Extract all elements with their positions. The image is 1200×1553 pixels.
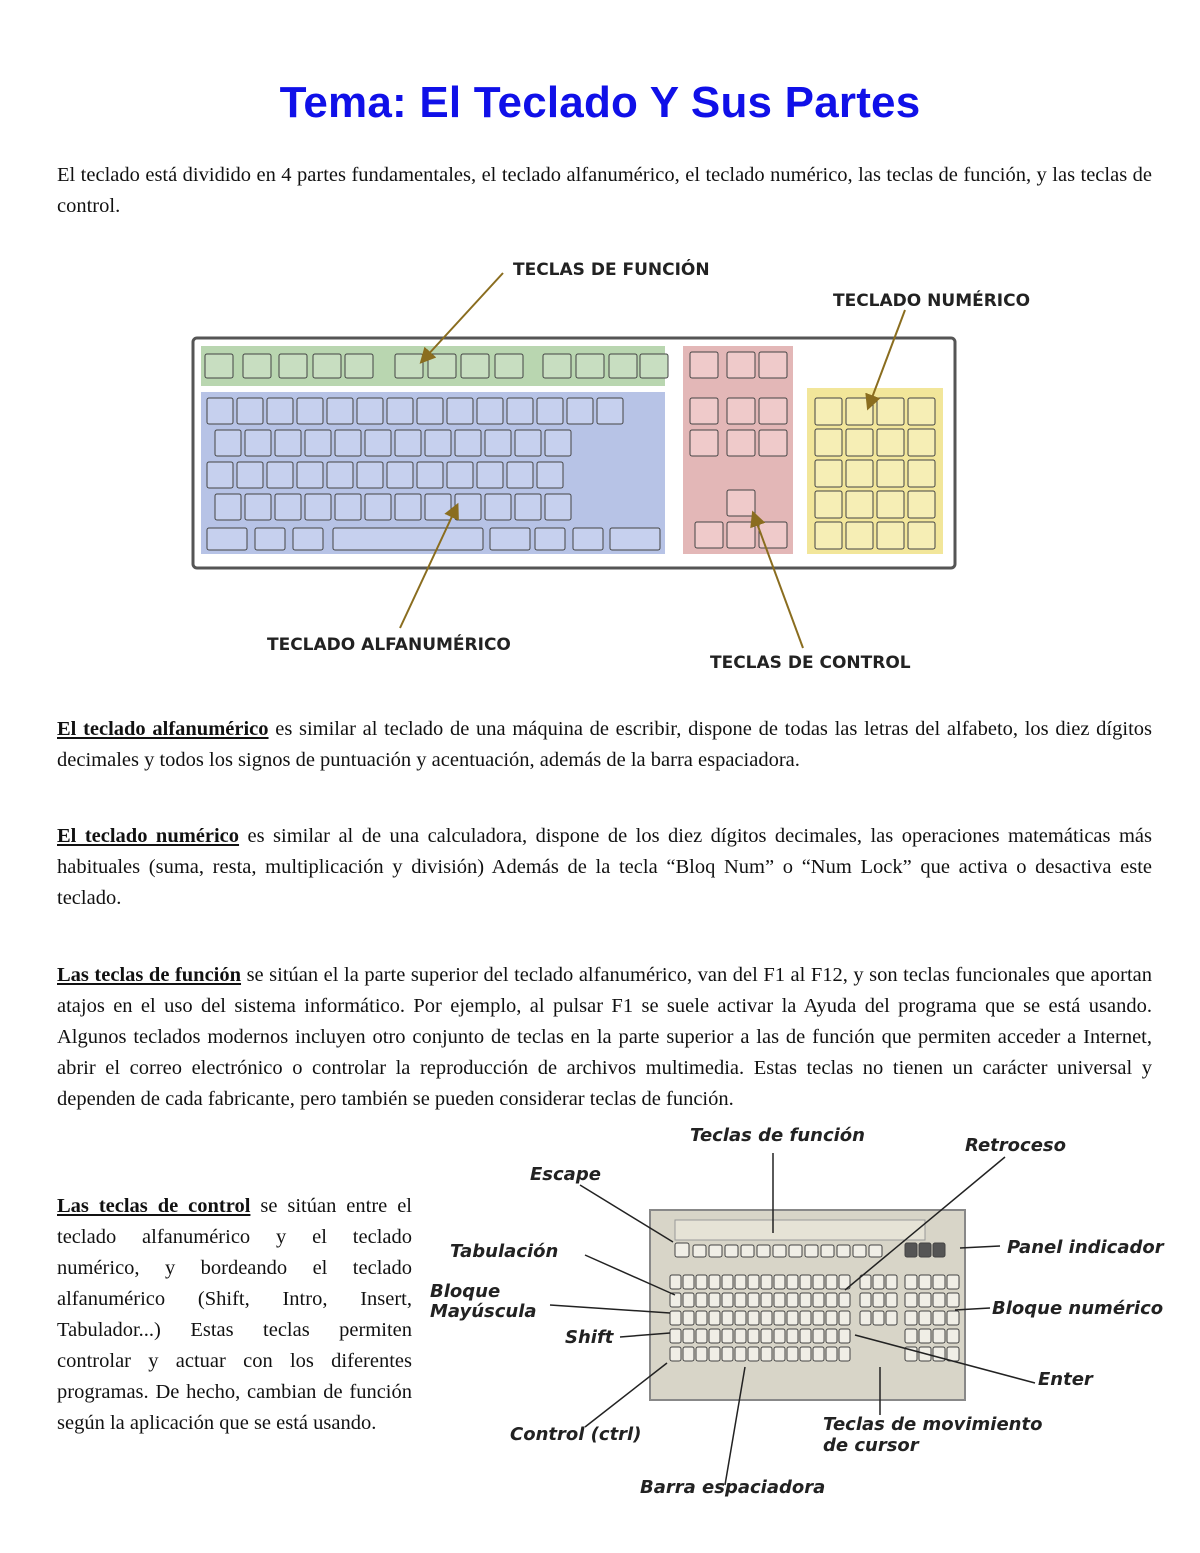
key xyxy=(748,1311,759,1325)
key xyxy=(395,430,421,456)
paragraph-numerico xyxy=(57,821,1152,914)
label-bloque: Bloque xyxy=(430,1281,501,1302)
key xyxy=(495,354,523,378)
key xyxy=(787,1311,798,1325)
label-teclas-control: TECLAS DE CONTROL xyxy=(710,653,911,673)
key xyxy=(727,398,755,424)
key xyxy=(255,528,285,550)
key xyxy=(640,354,668,378)
keyboard-labelled-diagram xyxy=(425,1115,1185,1505)
key xyxy=(670,1311,681,1325)
key xyxy=(670,1329,681,1343)
key xyxy=(933,1329,945,1343)
key xyxy=(761,1347,772,1361)
key xyxy=(725,1245,738,1257)
key xyxy=(455,430,481,456)
label-mayuscula: Mayúscula xyxy=(430,1301,537,1322)
label-panel-indicador: Panel indicador xyxy=(1007,1237,1164,1258)
key xyxy=(933,1311,945,1325)
key xyxy=(477,398,503,424)
key xyxy=(690,430,718,456)
key xyxy=(610,528,660,550)
label-movimiento-2: de cursor xyxy=(823,1435,919,1456)
key xyxy=(683,1293,694,1307)
key xyxy=(735,1329,746,1343)
key xyxy=(327,398,353,424)
key xyxy=(735,1311,746,1325)
key xyxy=(696,1293,707,1307)
key xyxy=(545,494,571,520)
key xyxy=(919,1311,931,1325)
key xyxy=(815,491,842,518)
key xyxy=(696,1311,707,1325)
key xyxy=(279,354,307,378)
key xyxy=(461,354,489,378)
label-shift: Shift xyxy=(565,1327,614,1348)
key xyxy=(759,398,787,424)
key xyxy=(305,430,331,456)
key xyxy=(919,1275,931,1289)
key xyxy=(905,1329,917,1343)
key xyxy=(919,1329,931,1343)
key xyxy=(947,1311,959,1325)
key xyxy=(709,1311,720,1325)
key xyxy=(908,398,935,425)
key xyxy=(877,460,904,487)
key xyxy=(215,494,241,520)
key xyxy=(365,430,391,456)
key xyxy=(886,1311,897,1325)
key xyxy=(860,1311,871,1325)
paragraph-control xyxy=(57,1191,412,1439)
key xyxy=(837,1245,850,1257)
label-barra-espaciadora: Barra espaciadora xyxy=(640,1477,826,1498)
key xyxy=(237,462,263,488)
key xyxy=(826,1329,837,1343)
key xyxy=(670,1293,681,1307)
key xyxy=(908,460,935,487)
key xyxy=(205,354,233,378)
key xyxy=(670,1275,681,1289)
key xyxy=(515,430,541,456)
body-funcion: se sitúan el la parte superior del teclado alfanumérico, van del F1 al F12, y son teclas funcionales que aportan atajos en el uso del sistema informático. Por ejemplo, al pulsar F1 se suele activar la Ayuda del programa que se está usando. Algunos teclados modernos incluyen otro conjunto de teclas en la parte superior a las de función que permiten acceder a Internet, abrir el correo electrónico o controlar la reproducción de archivos multimedia. Estas teclas no tienen un carácter universal y dependen de cada fabricante, pero también se pueden considerar teclas de función. xyxy=(57,964,1152,1110)
key xyxy=(815,460,842,487)
key xyxy=(908,429,935,456)
key xyxy=(537,462,563,488)
key xyxy=(597,398,623,424)
key xyxy=(813,1347,824,1361)
key xyxy=(905,1311,917,1325)
key xyxy=(207,398,233,424)
key xyxy=(485,494,511,520)
key xyxy=(395,354,423,378)
key xyxy=(327,462,353,488)
key xyxy=(815,429,842,456)
key xyxy=(722,1275,733,1289)
key xyxy=(722,1347,733,1361)
key xyxy=(507,398,533,424)
label-teclado-numerico: TECLADO NUMÉRICO xyxy=(833,291,1031,311)
key xyxy=(933,1293,945,1307)
label-teclas-funcion-2: Teclas de función xyxy=(690,1125,865,1146)
key xyxy=(425,494,451,520)
key xyxy=(609,354,637,378)
key xyxy=(774,1275,785,1289)
key xyxy=(877,491,904,518)
keyboard-parts-diagram xyxy=(185,248,1045,678)
intro-paragraph: El teclado está dividido en 4 partes fundamentales, el teclado alfanumérico, el teclado numérico, las teclas de función, y las teclas de control. xyxy=(57,164,1152,217)
key xyxy=(761,1275,772,1289)
key xyxy=(774,1293,785,1307)
key xyxy=(748,1275,759,1289)
key xyxy=(821,1245,834,1257)
key xyxy=(815,522,842,549)
key xyxy=(709,1329,720,1343)
key xyxy=(245,430,271,456)
key xyxy=(683,1311,694,1325)
key xyxy=(813,1293,824,1307)
key xyxy=(735,1347,746,1361)
key xyxy=(357,398,383,424)
key xyxy=(805,1245,818,1257)
key xyxy=(869,1245,882,1257)
key xyxy=(683,1347,694,1361)
label-retroceso: Retroceso xyxy=(965,1135,1066,1156)
key xyxy=(919,1293,931,1307)
key xyxy=(774,1329,785,1343)
key xyxy=(425,430,451,456)
label-escape: Escape xyxy=(530,1164,601,1185)
key xyxy=(947,1293,959,1307)
key xyxy=(773,1245,786,1257)
paragraph-alfanumerico xyxy=(57,714,1152,776)
key xyxy=(800,1293,811,1307)
key xyxy=(455,494,481,520)
key xyxy=(696,1329,707,1343)
key xyxy=(826,1293,837,1307)
key xyxy=(886,1275,897,1289)
key xyxy=(800,1329,811,1343)
key xyxy=(207,528,247,550)
heading-alfanumerico: El teclado alfanumérico xyxy=(57,718,269,740)
key xyxy=(709,1245,722,1257)
key xyxy=(905,1275,917,1289)
key xyxy=(873,1311,884,1325)
key xyxy=(886,1293,897,1307)
key xyxy=(545,430,571,456)
key xyxy=(683,1329,694,1343)
key xyxy=(722,1311,733,1325)
key xyxy=(333,528,483,550)
key xyxy=(417,462,443,488)
label-enter: Enter xyxy=(1038,1369,1093,1390)
key xyxy=(709,1347,720,1361)
label-tabulacion: Tabulación xyxy=(450,1241,559,1262)
key xyxy=(761,1329,772,1343)
key xyxy=(297,462,323,488)
key xyxy=(207,462,233,488)
key xyxy=(933,1275,945,1289)
key xyxy=(335,430,361,456)
paragraph-funcion xyxy=(57,960,1152,1115)
key xyxy=(789,1245,802,1257)
key xyxy=(787,1347,798,1361)
key xyxy=(267,462,293,488)
key xyxy=(365,494,391,520)
key xyxy=(860,1293,871,1307)
label-control-ctrl: Control (ctrl) xyxy=(510,1424,642,1445)
key xyxy=(335,494,361,520)
heading-funcion: Las teclas de función xyxy=(57,964,242,986)
key xyxy=(787,1275,798,1289)
key xyxy=(761,1293,772,1307)
key xyxy=(759,522,787,548)
key xyxy=(297,398,323,424)
key xyxy=(490,528,530,550)
key xyxy=(815,398,842,425)
key xyxy=(846,429,873,456)
key xyxy=(275,430,301,456)
key xyxy=(800,1311,811,1325)
key xyxy=(908,491,935,518)
key xyxy=(573,528,603,550)
label-bloque-numerico: Bloque numérico xyxy=(992,1298,1164,1319)
key xyxy=(800,1347,811,1361)
key xyxy=(727,490,755,516)
key xyxy=(787,1293,798,1307)
key xyxy=(387,462,413,488)
key xyxy=(237,398,263,424)
key xyxy=(675,1243,689,1257)
key xyxy=(735,1293,746,1307)
key xyxy=(839,1347,850,1361)
key xyxy=(774,1311,785,1325)
key xyxy=(485,430,511,456)
key xyxy=(919,1243,931,1257)
key xyxy=(839,1311,850,1325)
key xyxy=(215,430,241,456)
key xyxy=(826,1275,837,1289)
key xyxy=(813,1329,824,1343)
key xyxy=(567,398,593,424)
key xyxy=(537,398,563,424)
key xyxy=(683,1275,694,1289)
key xyxy=(709,1293,720,1307)
key xyxy=(877,398,904,425)
key xyxy=(515,494,541,520)
key xyxy=(774,1347,785,1361)
key xyxy=(873,1293,884,1307)
key xyxy=(873,1275,884,1289)
key xyxy=(826,1311,837,1325)
key xyxy=(727,430,755,456)
key xyxy=(727,352,755,378)
key xyxy=(947,1347,959,1361)
key xyxy=(507,462,533,488)
key xyxy=(417,398,443,424)
key xyxy=(357,462,383,488)
key xyxy=(846,491,873,518)
label-teclas-funcion: TECLAS DE FUNCIÓN xyxy=(513,260,710,280)
key xyxy=(576,354,604,378)
page-title: Tema: El Teclado Y Sus Partes xyxy=(279,78,921,127)
key xyxy=(759,430,787,456)
key xyxy=(447,398,473,424)
key xyxy=(748,1293,759,1307)
key xyxy=(877,522,904,549)
key xyxy=(846,460,873,487)
key xyxy=(839,1293,850,1307)
key xyxy=(477,462,503,488)
body-numerico: es similar al de una calculadora, dispone de los diez dígitos decimales, las operaciones matemáticas más habituales (suma, resta, multiplicación y división) Además de la tecla “Bloq Num” o “Num Lock” que activa o desactiva este teclado. xyxy=(57,825,1152,909)
body-alfanumerico: es similar al teclado de una máquina de escribir, dispone de todas las letras del alfabeto, los diez dígitos decimales y todos los signos de puntuación y acentuación, además de la barra espaciadora. xyxy=(57,718,1152,771)
body-control: se sitúan entre el teclado alfanumérico y el teclado numérico, y bordeando el teclado alfanumérico (Shift, Intro, Insert, Tabulador...) Estas teclas permiten controlar y actuar con los diferentes programas. De hecho, cambian de función según la aplicación que se está usando. xyxy=(57,1195,412,1434)
label-movimiento-1: Teclas de movimiento xyxy=(823,1414,1043,1435)
key xyxy=(293,528,323,550)
key xyxy=(846,398,873,425)
heading-control: Las teclas de control xyxy=(57,1195,251,1217)
key xyxy=(908,522,935,549)
key xyxy=(826,1347,837,1361)
key xyxy=(243,354,271,378)
key xyxy=(727,522,755,548)
key xyxy=(535,528,565,550)
key xyxy=(761,1311,772,1325)
key xyxy=(839,1329,850,1343)
key xyxy=(947,1329,959,1343)
key xyxy=(693,1245,706,1257)
heading-numerico: El teclado numérico xyxy=(57,825,240,847)
key xyxy=(395,494,421,520)
key xyxy=(853,1245,866,1257)
key xyxy=(748,1329,759,1343)
key xyxy=(696,1275,707,1289)
key xyxy=(757,1245,770,1257)
label-teclado-alfanumerico: TECLADO ALFANUMÉRICO xyxy=(267,635,511,655)
key xyxy=(305,494,331,520)
key xyxy=(735,1275,746,1289)
key xyxy=(722,1329,733,1343)
key xyxy=(722,1293,733,1307)
key xyxy=(345,354,373,378)
key xyxy=(813,1311,824,1325)
key xyxy=(748,1347,759,1361)
key xyxy=(670,1347,681,1361)
key xyxy=(387,398,413,424)
key xyxy=(947,1275,959,1289)
key xyxy=(759,352,787,378)
key xyxy=(690,352,718,378)
key xyxy=(447,462,473,488)
key xyxy=(428,354,456,378)
key xyxy=(695,522,723,548)
key xyxy=(800,1275,811,1289)
key xyxy=(813,1275,824,1289)
key xyxy=(313,354,341,378)
key xyxy=(690,398,718,424)
key xyxy=(846,522,873,549)
key xyxy=(267,398,293,424)
key xyxy=(543,354,571,378)
key xyxy=(709,1275,720,1289)
key xyxy=(905,1293,917,1307)
key xyxy=(696,1347,707,1361)
key xyxy=(933,1243,945,1257)
key xyxy=(787,1329,798,1343)
key xyxy=(245,494,271,520)
key xyxy=(905,1243,917,1257)
key xyxy=(275,494,301,520)
key xyxy=(877,429,904,456)
key xyxy=(741,1245,754,1257)
